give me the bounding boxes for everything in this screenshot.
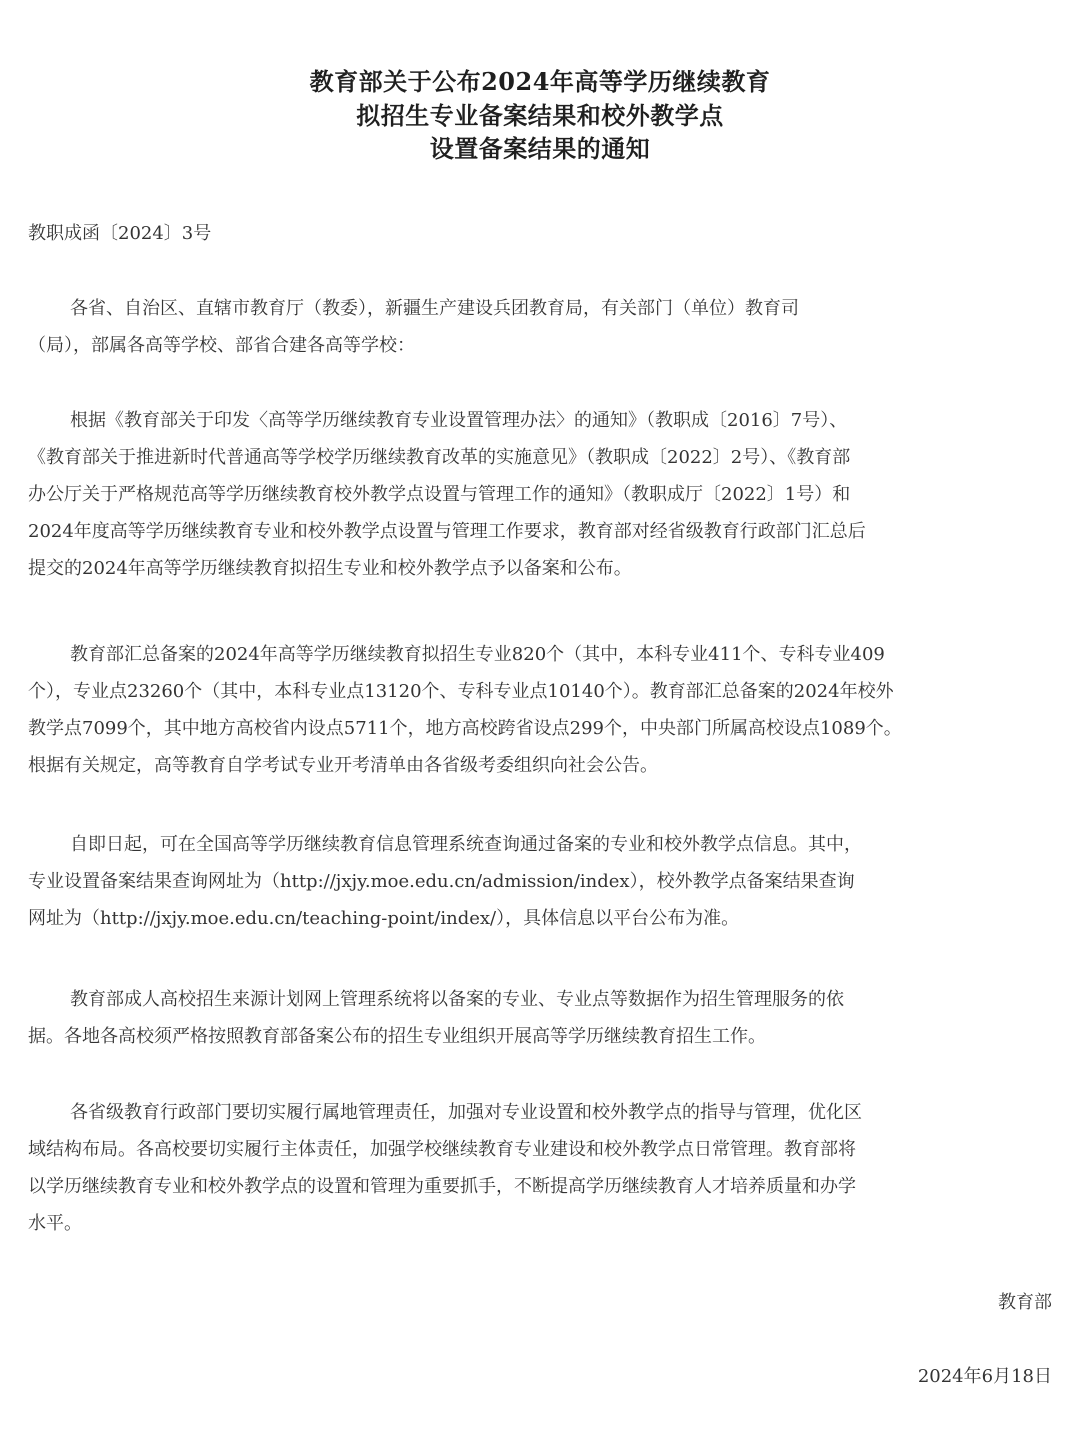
query-info-paragraph [28,826,1058,937]
paragraph-line: 提交的2024年高等学历继续教育拟招生专业和校外教学点予以备案和公布。 [28,558,632,579]
paragraph-line: 教学点7099个，其中地方高校省内设点5711个，地方高校跨省设点299个，中央部门所属高校设点1089个。 [28,718,902,739]
addressee-paragraph [28,290,1058,364]
paragraph-line: 根据《教育部关于印发〈高等学历继续教育专业设置管理办法〉的通知》（教职成〔2016〕7号）、 [70,410,848,431]
paragraph-line: 据。各地各高校须严格按照教育部备案公布的招生专业组织开展高等学历继续教育招生工作。 [28,1026,766,1047]
paragraph-line: 教育部汇总备案的2024年高等学历继续教育拟招生专业820个（其中，本科专业411个、专科专业409 [70,644,885,665]
document-title-line-3: 设置备案结果的通知 [429,134,651,163]
paragraph-line: 各省、自治区、直辖市教育厅（教委），新疆生产建设兵团教育局，有关部门（单位）教育司 [70,298,799,319]
paragraph-line: 个），专业点23260个（其中，本科专业点13120个、专科专业点10140个）。教育部汇总备案的2024年校外 [28,681,894,702]
paragraph-line: 自即日起，可在全国高等学历继续教育信息管理系统查询通过备案的专业和校外教学点信息。其中， [70,834,862,855]
paragraph-line: 域结构布局。各高校要切实履行主体责任，加强学校继续教育专业建设和校外教学点日常管理。教育部将 [28,1139,856,1160]
issue-date: 2024年6月18日 [917,1366,1052,1387]
paragraph-line: （局），部属各高等学校、部省合建各高等学校： [28,335,415,356]
paragraph-line: 各省级教育行政部门要切实履行属地管理责任，加强对专业设置和校外教学点的指导与管理，优化区 [70,1102,862,1123]
document-title-line-1: 教育部关于公布2024年高等学历继续教育 [309,67,771,96]
responsibility-paragraph [28,1094,1058,1242]
document-number: 教职成函〔2024〕3号 [28,223,212,244]
paragraph-line: 2024年度高等学历继续教育专业和校外教学点设置与管理工作要求，教育部对经省级教育行政部门汇总后 [28,521,866,542]
basis-paragraph [28,402,1058,587]
paragraph-line: 教育部成人高校招生来源计划网上管理系统将以备案的专业、专业点等数据作为招生管理服务的依 [70,989,844,1010]
enrollment-paragraph [28,981,1058,1055]
statistics-paragraph [28,636,1058,784]
paragraph-line: 网址为（http://jxjy.moe.edu.cn/teaching-point/index/），具体信息以平台公布为准。 [28,908,740,929]
paragraph-line: 《教育部关于推进新时代普通高等学校学历继续教育改革的实施意见》（教职成〔2022〕2号）、《教育部 [28,447,851,468]
paragraph-line: 根据有关规定，高等教育自学考试专业开考清单由各省级考委组织向社会公告。 [28,755,658,776]
paragraph-line: 办公厅关于严格规范高等学历继续教育校外教学点设置与管理工作的通知》（教职成厅〔2022〕1号）和 [28,484,851,505]
issuer-signature: 教育部 [998,1292,1052,1313]
document-title-line-2: 拟招生专业备案结果和校外教学点 [356,101,724,130]
paragraph-line: 以学历继续教育专业和校外教学点的设置和管理为重要抓手，不断提高学历继续教育人才培养质量和办学 [28,1176,856,1197]
paragraph-line: 水平。 [28,1213,82,1234]
paragraph-line: 专业设置备案结果查询网址为（http://jxjy.moe.edu.cn/admission/index），校外教学点备案结果查询 [28,871,855,892]
